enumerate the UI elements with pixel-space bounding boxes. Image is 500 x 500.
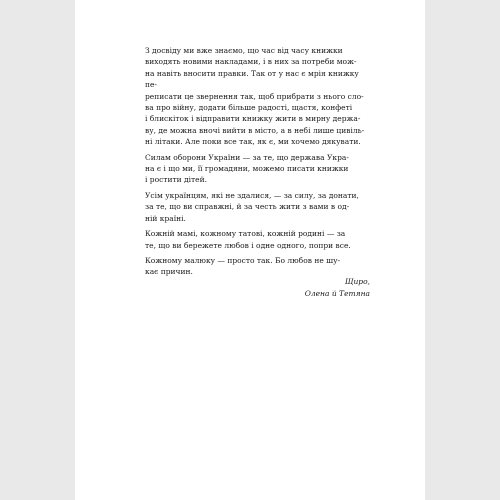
signature-closing: Щиро, (344, 277, 370, 286)
book-page (75, 0, 425, 500)
paragraph-intro: З досвіду ми вже знаємо, що час від часу книжки виходять новими накладами, і в них за потреби мож- на навіть вносити правки. Так от у нас є мрія книжку пе- реписати це звернення так, щоб прибрати з нього сло- ва про війну, додати більше радості, щастя, конфеті і блискіток і відправити книжку жити в мирну держа- ву, де можна вночі вийти в місто, а в небі лише цивіль- ні літаки. Але поки все так, як є, ми хочемо дякувати. (145, 46, 365, 147)
signature-authors: Олена й Тетяна (304, 289, 370, 298)
paragraph-families: Кожній мамі, кожному татові, кожній родині — за те, що ви бережете любов і одне одного, попри все. (145, 229, 351, 250)
paragraph-ukrainians: Усім українцям, які не здалися, — за силу, за донати, за те, що ви справжні, й за честь жити з вами в од- ній країні. (145, 190, 359, 223)
letter-body (145, 45, 370, 278)
paragraph-children: Кожному малюку — просто так. Бо любов не шу- кає причин. (145, 255, 341, 277)
paragraph-defense-forces: Силам оборони України — за те, що держава Укра- на є і що ми, її громадяни, можемо писати книжки і ростити дітей. (145, 152, 349, 185)
signature (280, 276, 370, 300)
